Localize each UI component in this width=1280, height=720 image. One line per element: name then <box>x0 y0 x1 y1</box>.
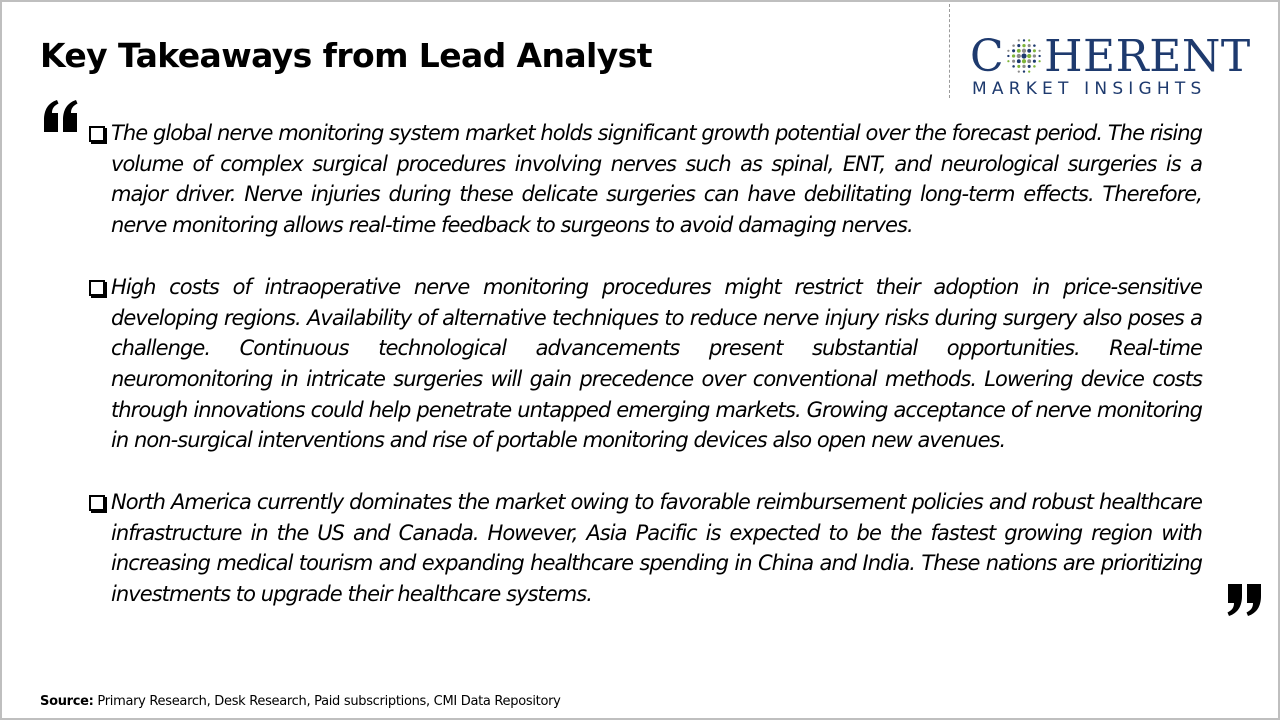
logo-dot-grid-icon <box>1005 37 1043 75</box>
source-text: Primary Research, Desk Research, Paid subscriptions, CMI Data Repository <box>93 694 561 709</box>
quote-close-icon <box>1226 582 1264 622</box>
logo-dot <box>1007 55 1009 57</box>
bullet-text: North America currently dominates the market owing to favorable reimbursement policies and robust healthcare infrastructure in the US and Canada. However, Asia Pacific is expected to be the fastest growing region with increasing medical tourism and expanding healthcare spending in China and India. These nations are prioritizing investments to upgrade their healthcare systems. <box>111 490 1202 607</box>
page-title: Key Takeaways from Lead Analyst <box>40 36 652 75</box>
logo-dot <box>1007 60 1009 62</box>
checkbox-bullet-icon <box>89 495 105 511</box>
source-label: Source: <box>40 694 94 709</box>
logo-dot <box>1022 53 1027 58</box>
logo-dot <box>1027 49 1031 53</box>
checkbox-bullet-icon <box>89 126 105 142</box>
logo-dot <box>1018 39 1020 41</box>
logo-dot <box>1007 50 1009 52</box>
logo-dot <box>1023 39 1025 41</box>
logo-dot <box>1012 60 1015 63</box>
takeaway-list <box>88 118 1202 641</box>
logo-letter-c: C <box>970 31 1005 82</box>
bullet-text: The global nerve monitoring system market holds significant growth potential over the forecast period. The rising volume of complex surgical procedures involving nerves such as spinal, ENT, and neurological surgeries is a major driver. Nerve injuries during these delicate surgeries can have debilitating long-term effects. Therefore, nerve monitoring allows real-time feedback to surgeons to avoid damaging nerves. <box>111 121 1202 238</box>
logo-dot <box>1039 50 1041 52</box>
logo-dot <box>1028 44 1031 47</box>
list-item <box>88 487 1202 610</box>
logo-letters-herent: HERENT <box>1044 31 1251 82</box>
source-note <box>40 694 561 709</box>
logo-dot <box>1028 39 1030 41</box>
company-logo <box>970 32 1262 102</box>
logo-dot <box>1023 70 1025 72</box>
checkbox-bullet-icon <box>89 280 105 296</box>
logo-subtitle: MARKET INSIGHTS <box>972 79 1207 99</box>
logo-dot <box>1028 65 1031 68</box>
logo-dot <box>1012 54 1015 57</box>
logo-dot <box>1033 54 1036 57</box>
logo-dot <box>1033 44 1036 47</box>
logo-dot <box>1017 65 1020 68</box>
quote-open-icon <box>42 98 80 138</box>
logo-dot <box>1013 65 1016 68</box>
list-item <box>88 272 1202 456</box>
logo-dot <box>1033 49 1036 52</box>
logo-dot <box>1022 59 1026 63</box>
logo-dot <box>1018 70 1020 72</box>
logo-dot <box>1017 54 1021 58</box>
logo-dot <box>1028 70 1030 72</box>
logo-dot <box>1033 65 1036 68</box>
logo-dot <box>1017 44 1020 47</box>
logo-dot <box>1027 54 1031 58</box>
logo-dot <box>1017 49 1021 53</box>
logo-dot <box>1027 59 1031 63</box>
logo-dot <box>1012 49 1015 52</box>
logo-dot <box>1013 44 1016 47</box>
logo-dot <box>1023 65 1026 68</box>
logo-wordmark <box>970 32 1251 82</box>
logo-dot <box>1039 55 1041 57</box>
bullet-text: High costs of intraoperative nerve monitoring procedures might restrict their adoption in price-sensitive developing regions. Availability of alternative techniques to reduce nerve injury risks during surgery also poses a challenge. Continuous technological advancements present substantial opportunities. Real-time neuromonitoring in intricate surgeries will gain precedence over conventional methods. Lowering device costs through innovations could help penetrate untapped emerging markets. Growing acceptance of nerve monitoring in non-surgical interventions and rise of portable monitoring devices also open new avenues. <box>111 274 1202 453</box>
list-item <box>88 118 1202 241</box>
logo-dot <box>1033 60 1036 63</box>
header-divider <box>949 4 950 98</box>
logo-dot <box>1023 44 1026 47</box>
logo-dot <box>1022 49 1026 53</box>
logo-dot <box>1017 59 1021 63</box>
logo-dot <box>1039 60 1041 62</box>
